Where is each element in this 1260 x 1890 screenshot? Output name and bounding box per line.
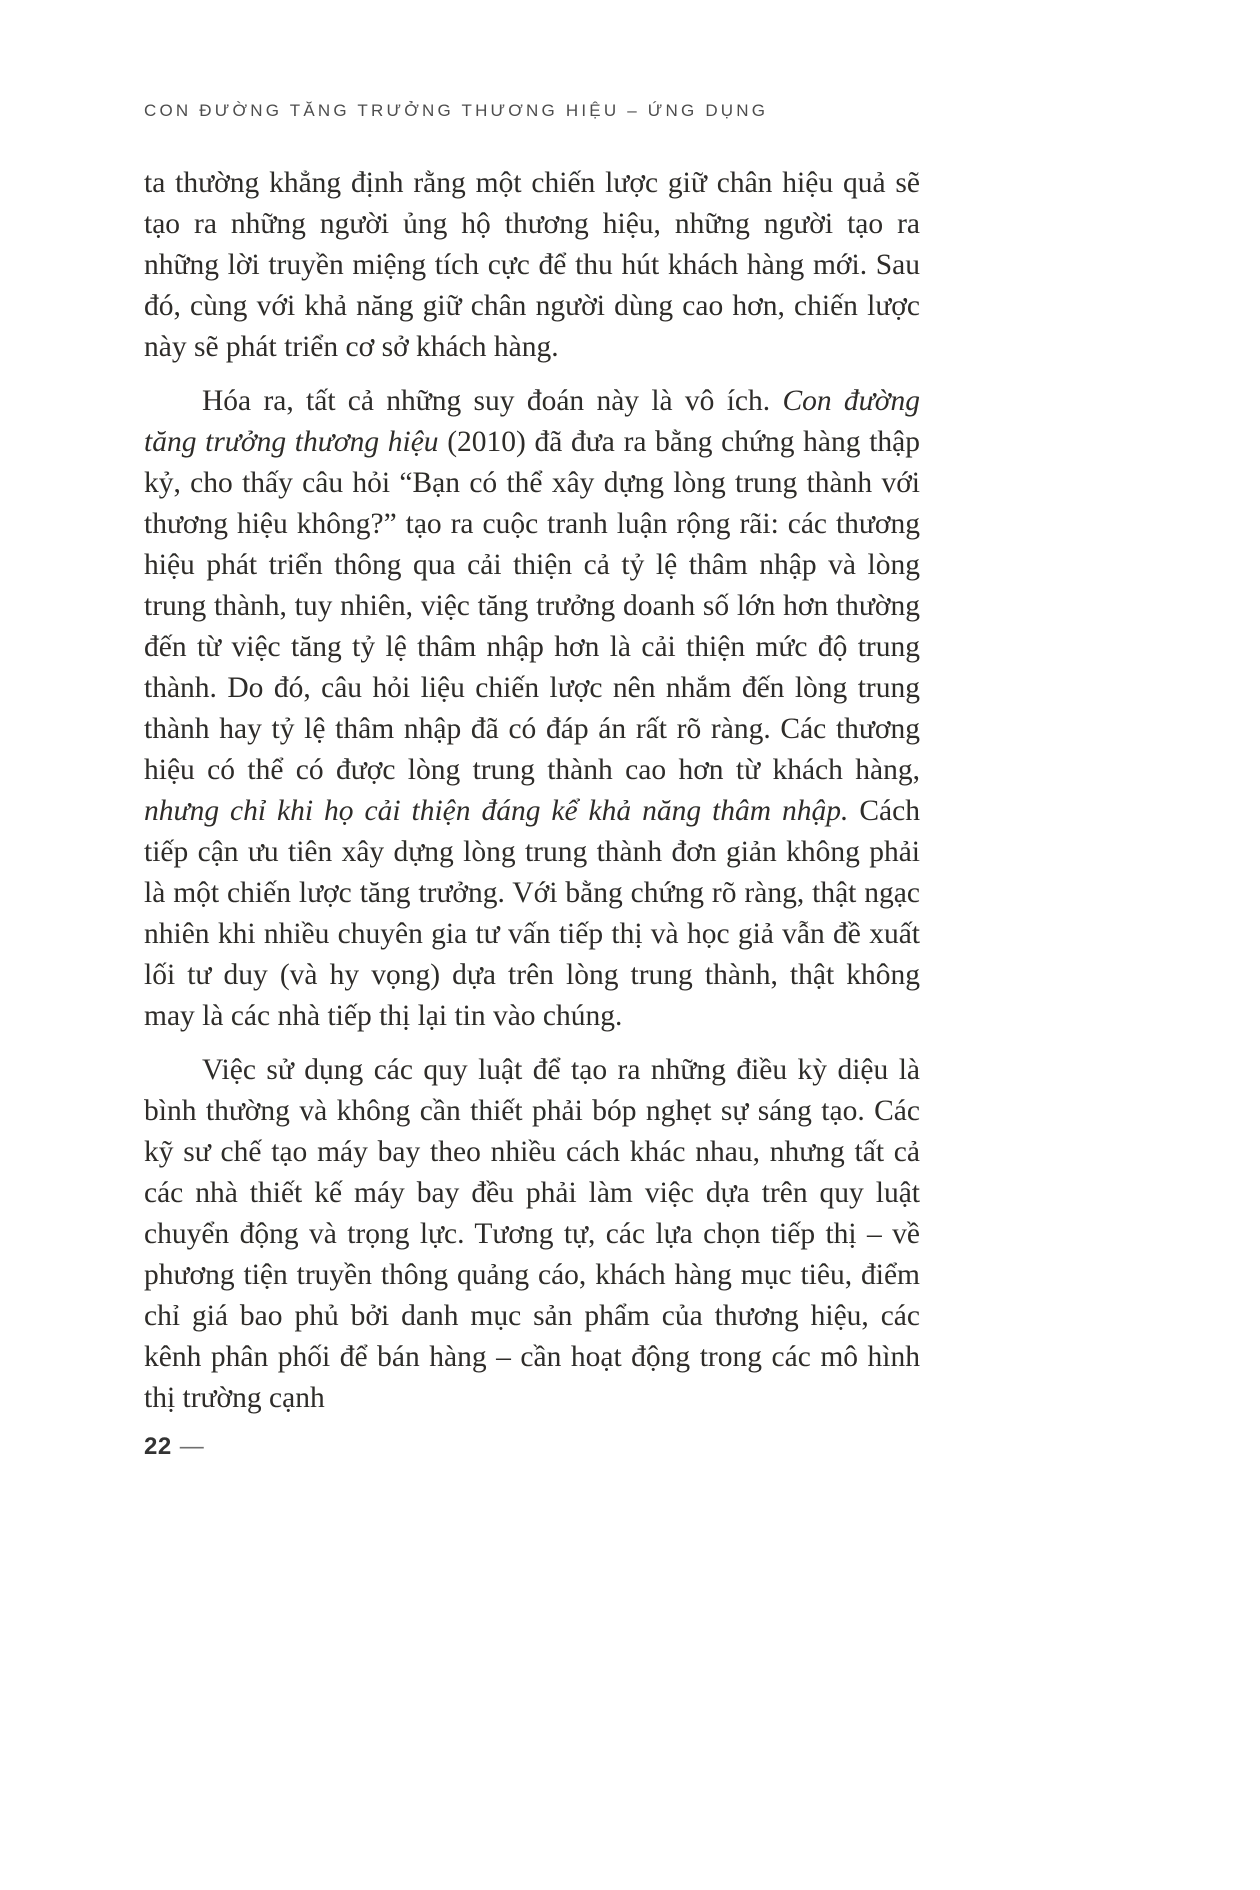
page-footer (144, 1433, 204, 1461)
paragraph-text: Hóa ra, tất cả những suy đoán này là vô ích. (202, 385, 783, 417)
folio-dash: — (179, 1433, 204, 1460)
paragraph-text: ta thường khẳng định rằng một chiến lược giữ chân hiệu quả sẽ tạo ra những người ủng hộ thương hiệu, những người tạo ra những lời truyền miệng tích cực để thu hút khách hàng mới. Sau đó, cùng với khả năng giữ chân người dùng cao hơn, chiến lược này sẽ phát triển cơ sở khách hàng. (144, 167, 920, 363)
running-head: CON ĐƯỜNG TĂNG TRƯỞNG THƯƠNG HIỆU – ỨNG DỤNG (144, 101, 769, 120)
emphasis-italic: nhưng chỉ khi họ cải thiện đáng kể khả năng thâm nhập. (144, 795, 849, 827)
page-number: 22 (144, 1433, 172, 1460)
paragraph-text: Cách tiếp cận ưu tiên xây dựng lòng trung thành đơn giản không phải là một chiến lược tăng trưởng. Với bằng chứng rõ ràng, thật ngạc nhiên khi nhiều chuyên gia tư vấn tiếp thị và học giả vẫn đề xuất lối tư duy (và hy vọng) dựa trên lòng trung thành, thật không may là các nhà tiếp thị lại tin vào chúng. (144, 795, 920, 1032)
paragraph-3 (144, 1050, 920, 1419)
page-body (144, 163, 920, 1419)
paragraph-2 (144, 381, 920, 1037)
paragraph-1 (144, 163, 920, 368)
book-title-italic: Con đường tăng trưởng thương hiệu (144, 385, 920, 458)
paragraph-text: Việc sử dụng các quy luật để tạo ra những điều kỳ diệu là bình thường và không cần thiết phải bóp nghẹt sự sáng tạo. Các kỹ sư chế tạo máy bay theo nhiều cách khác nhau, nhưng tất cả các nhà thiết kế máy bay đều phải làm việc dựa trên quy luật chuyển động và trọng lực. Tương tự, các lựa chọn tiếp thị – về phương tiện truyền thông quảng cáo, khách hàng mục tiêu, điểm chỉ giá bao phủ bởi danh mục sản phẩm của thương hiệu, các kênh phân phối để bán hàng – cần hoạt động trong các mô hình thị trường cạnh (144, 1054, 920, 1414)
paragraph-text: (2010) đã đưa ra bằng chứng hàng thập kỷ, cho thấy câu hỏi “Bạn có thể xây dựng lòng trung thành với thương hiệu không?” tạo ra cuộc tranh luận rộng rãi: các thương hiệu phát triển thông qua cải thiện cả tỷ lệ thâm nhập và lòng trung thành, tuy nhiên, việc tăng trưởng doanh số lớn hơn thường đến từ việc tăng tỷ lệ thâm nhập hơn là cải thiện mức độ trung thành. Do đó, câu hỏi liệu chiến lược nên nhắm đến lòng trung thành hay tỷ lệ thâm nhập đã có đáp án rất rõ ràng. Các thương hiệu có thể có được lòng trung thành cao hơn từ khách hàng, (144, 426, 920, 786)
